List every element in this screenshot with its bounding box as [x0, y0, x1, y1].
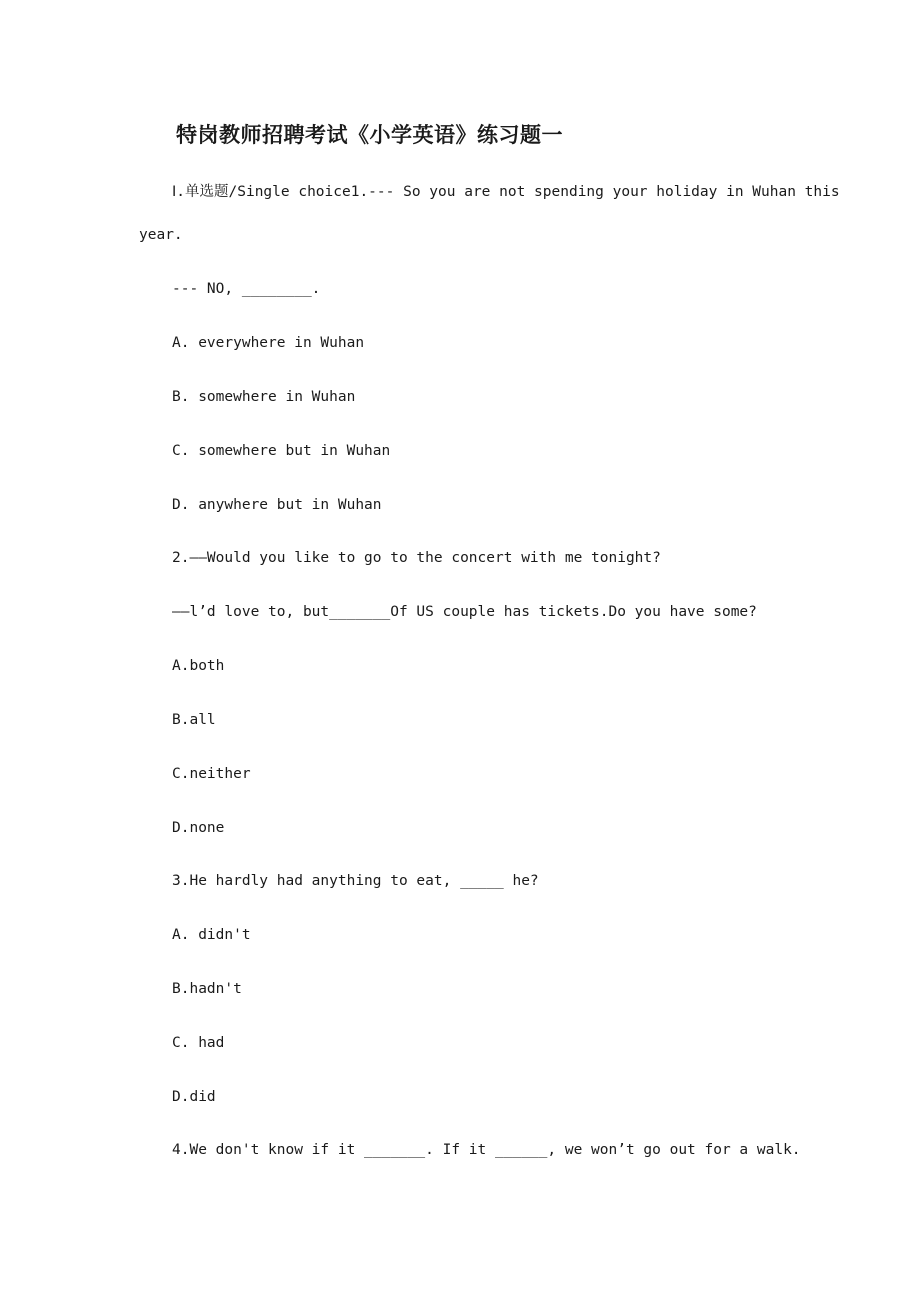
- section-intro-line-1: Ⅰ.单选题/Single choice1.--- So you are not spending your holiday in Wuhan this: [172, 184, 840, 200]
- question-3-option-a: A. didn't: [172, 927, 251, 943]
- question-2-option-d: D.none: [172, 820, 225, 836]
- question-2-reply: ——l’d love to, but_______Of US couple has tickets.Do you have some?: [172, 604, 757, 620]
- question-4-prompt: 4.We don't know if it _______. If it ______, we won’t go out for a walk.: [172, 1142, 801, 1158]
- question-3-option-d: D.did: [172, 1089, 216, 1105]
- question-2-option-b: B.all: [172, 712, 216, 728]
- question-1-prompt: --- NO, ________.: [172, 281, 321, 297]
- question-2-option-a: A.both: [172, 658, 225, 674]
- question-3-option-c: C. had: [172, 1035, 225, 1051]
- document-title: 特岗教师招聘考试《小学英语》练习题一: [176, 122, 563, 147]
- question-2-prompt: 2.——Would you like to go to the concert with me tonight?: [172, 550, 661, 566]
- question-1-option-b: B. somewhere in Wuhan: [172, 389, 356, 405]
- question-3-option-b: B.hadn't: [172, 981, 242, 997]
- question-1-option-c: C. somewhere but in Wuhan: [172, 443, 391, 459]
- section-intro-line-2: year.: [139, 227, 183, 243]
- question-3-prompt: 3.He hardly had anything to eat, _____ he?: [172, 873, 539, 889]
- question-1-option-a: A. everywhere in Wuhan: [172, 335, 365, 351]
- question-1-option-d: D. anywhere but in Wuhan: [172, 497, 382, 513]
- question-2-option-c: C.neither: [172, 766, 251, 782]
